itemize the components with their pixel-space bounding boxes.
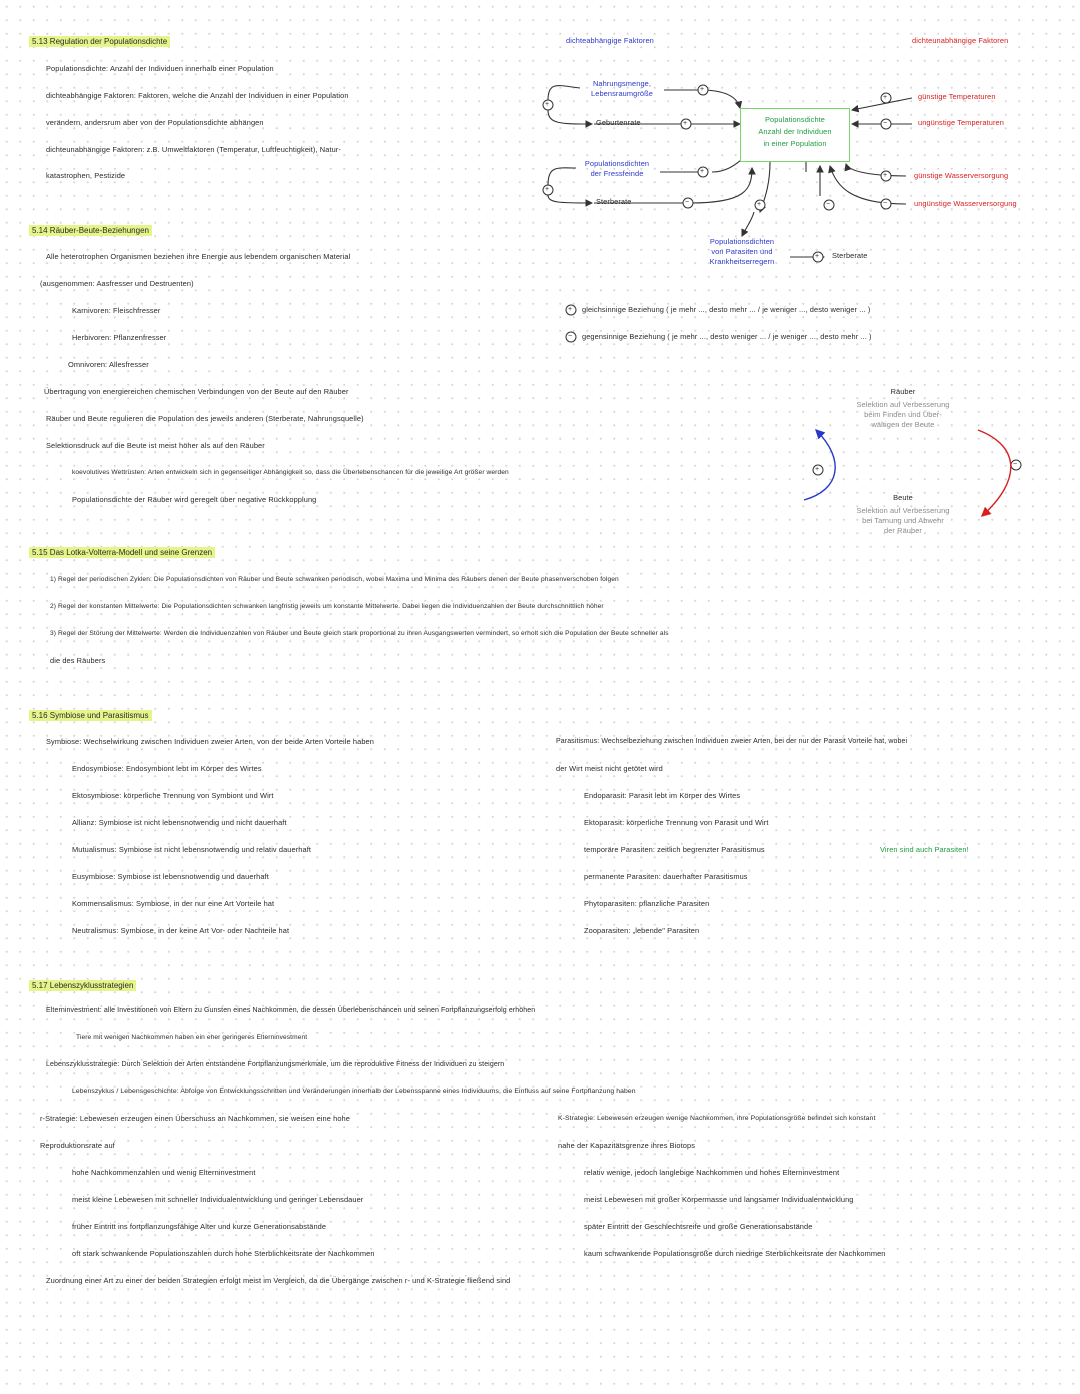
predator-selection: Selektion auf Verbesserung beim Finden und Über- wältigen der Beute [856,400,950,429]
text-line: Omnivoren: Allesfresser [68,360,149,369]
text-line: Karnivoren: Fleischfresser [72,306,161,315]
text-line: der Wirt meist nicht getötet wird [556,764,663,773]
text-line: r-Strategie: Lebewesen erzeugen einen Überschuss an Nachkommen, sie weisen eine hohe [40,1114,350,1123]
legend-minus-text: gegensinnige Beziehung ( je mehr ..., desto weniger ... / je weniger ..., desto mehr ... ) [582,332,872,341]
text-line: Ektoparasit: körperliche Trennung von Parasit und Wirt [584,818,769,827]
text-line: 2) Regel der konstanten Mittelwerte: Die Populationsdichten schwanken langfristig jeweils um konstante Mittelwerte. Dabei liegen die Individuenzahlen der Beute durchschnittlich höher [50,603,604,610]
text-line: Allianz: Symbiose ist nicht lebensnotwendig und nicht dauerhaft [72,818,287,827]
parasites-label: Populationsdichten von Parasiten und Krankheitserregern [709,237,775,266]
text-line: Selektionsdruck auf die Beute ist meist höher als auf den Räuber [46,441,265,450]
plus-sign: + [545,101,550,108]
text-line: kaum schwankende Populationsgröße durch niedrige Sterblichkeitsrate der Nachkommen [584,1249,886,1258]
minus-sign: − [1013,461,1018,468]
text-line: verändern, andersrum aber von der Populationsdichte abhängen [46,118,264,127]
prey-label: Beute [893,493,913,502]
text-line: Parasitismus: Wechselbeziehung zwischen Individuen zweier Arten, bei der nur der Parasit Vorteile hat, wobei [556,738,908,745]
text-line: Symbiose: Wechselwirkung zwischen Individuen zweier Arten, von der beide Arten Vorteile haben [46,737,374,746]
text-line: die des Räubers [50,656,106,665]
section-title-5-17: 5.17 Lebenszyklusstrategien [29,980,136,991]
plus-sign: + [683,120,688,127]
death-rate-label: Sterberate [596,197,632,206]
text-line: meist Lebewesen mit großer Körpermasse und langsamer Individualentwicklung [584,1195,854,1204]
viruses-note: Viren sind auch Parasiten! [880,845,969,854]
text-line: Ektosymbiose: körperliche Trennung von Symbiont und Wirt [72,791,274,800]
plus-sign: + [568,306,573,313]
population-density-box: Populationsdichte Anzahl der Individuen in einer Population [740,108,850,162]
plus-sign: + [815,466,820,473]
text-line: Räuber und Beute regulieren die Population des jeweils anderen (Sterberate, Nahrungsquelle) [46,414,364,423]
plus-sign: + [815,253,820,260]
minus-sign: − [568,333,573,340]
plus-sign: + [757,201,762,208]
section-title-5-15: 5.15 Das Lotka-Volterra-Modell und seine Grenzen [29,547,215,558]
plus-sign: + [883,94,888,101]
text-line: Endosymbiose: Endosymbiont lebt im Körper des Wirtes [72,764,262,773]
birth-rate-label: Geburtenrate [596,118,641,127]
text-line: Alle heterotrophen Organismen beziehen ihre Energie aus lebendem organischen Material [46,252,351,261]
text-line: Tiere mit wenigen Nachkommen haben ein eher geringeres Elterninvestment [76,1034,308,1041]
text-line: Mutualismus: Symbiose ist nicht lebensnotwendig und relativ dauerhaft [72,845,312,854]
text-line: früher Eintritt ins fortpflanzungsfähige Alter und kurze Generationsabstände [72,1222,327,1231]
legend-plus-text: gleichsinnige Beziehung ( je mehr ..., desto mehr ... / je weniger ..., desto weniger ... ) [582,305,871,314]
text-line: permanente Parasiten: dauerhafter Parasitismus [584,872,748,881]
unfavorable-temperature-label: ungünstige Temperaturen [918,118,1004,127]
plus-sign: + [545,186,550,193]
text-line: Zuordnung einer Art zu einer der beiden Strategien erfolgt meist im Vergleich, da die Übergänge zwischen r- und K-Strategie fließend sind [46,1276,511,1285]
minus-sign: − [685,199,690,206]
text-line: 3) Regel der Störung der Mittelwerte: Werden die Individuenzahlen von Räuber und Beute gleich stark proportional zu ihren Ausgangswerten vermindert, so erholt sich die Population der Beute schneller als [50,630,669,637]
favorable-water-label: günstige Wasserversorgung [914,171,1009,180]
text-line: 1) Regel der periodischen Zyklen: Die Populationsdichten von Räuber und Beute schwanken periodisch, wobei Maxima und Minima des Räubers denen der Beute phasenverschoben folgen [50,576,619,583]
section-title-5-13: 5.13 Regulation der Populationsdichte [29,36,170,47]
prey-selection: Selektion auf Verbesserung bei Tarnung und Abwehr der Räuber [856,506,950,535]
predator-label: Räuber [890,387,916,396]
minus-sign: − [883,200,888,207]
unfavorable-water-label: ungünstige Wasserversorgung [914,199,1017,208]
section-title-5-14: 5.14 Räuber-Beute-Beziehungen [29,225,152,236]
text-line: katastrophen, Pestizide [46,171,126,180]
text-line: Populationsdichte: Anzahl der Individuen innerhalb einer Population [46,64,274,73]
text-line: relativ wenige, jedoch langlebige Nachkommen und hohes Elterninvestment [584,1168,840,1177]
plus-sign: + [883,172,888,179]
text-line: oft stark schwankende Populationszahlen durch hohe Sterblichkeitsrate der Nachkommen [72,1249,375,1258]
text-line: dichteabhängige Faktoren: Faktoren, welche die Anzahl der Individuen in einer Population [46,91,349,100]
text-line: Lebenszyklusstrategie: Durch Selektion der Arten entstandene Fortpflanzungsmerkmale, um die reproduktive Fitness der Individuen zu steigern [46,1061,505,1068]
text-line: Herbivoren: Pflanzenfresser [72,333,167,342]
text-line: (ausgenommen: Aasfresser und Destruenten) [40,279,194,288]
death-rate-label-2: Sterberate [832,251,868,260]
minus-sign: − [826,201,831,208]
section-title-5-16: 5.16 Symbiose und Parasitismus [29,710,152,721]
text-line: Populationsdichte der Räuber wird geregelt über negative Rückkopplung [72,495,317,504]
minus-sign: − [883,120,888,127]
text-line: Phytoparasiten: pflanzliche Parasiten [584,899,710,908]
text-line: koevolutives Wettrüsten: Arten entwickeln sich in gegenseitiger Abhängigkeit so, dass die Überlebenschancen für die jeweilige Art größer werden [72,469,509,476]
dependent-factors-title: dichteabhängige Faktoren [566,36,654,45]
text-line: K-Strategie: Lebewesen erzeugen wenige Nachkommen, ihre Populationsgröße befindet sich konstant [558,1115,876,1122]
text-line: Übertragung von energiereichen chemischen Verbindungen von der Beute auf den Räuber [44,387,349,396]
text-line: meist kleine Lebewesen mit schneller Individualentwicklung und geringer Lebensdauer [72,1195,364,1204]
text-line: Lebenszyklus / Lebensgeschichte: Abfolge von Entwicklungsschritten und Veränderungen innerhalb der Lebensspanne eines Individuums, die Einfluss auf seine Fortpflanzung haben [72,1088,636,1095]
text-line: Eusymbiose: Symbiose ist lebensnotwendig und dauerhaft [72,872,269,881]
text-line: temporäre Parasiten: zeitlich begrenzter Parasitismus [584,845,765,854]
text-line: Reproduktionsrate auf [40,1141,115,1150]
text-line: Zooparasiten: „lebende" Parasiten [584,926,700,935]
text-line: nahe der Kapazitätsgrenze ihres Biotops [558,1141,696,1150]
predator-density-label: Populationsdichten der Fressfeinde [584,159,650,178]
text-line: Neutralismus: Symbiose, in der keine Art Vor- oder Nachteile hat [72,926,290,935]
text-line: Elterninvestment: alle Investitionen von Eltern zu Gunsten eines Nachkommen, die dessen Überlebenschancen und seinen Fortpflanzungserfolg erhöhen [46,1007,536,1014]
text-line: später Eintritt der Geschlechtsreife und große Generationsabstände [584,1222,813,1231]
plus-sign: + [700,86,705,93]
plus-sign: + [700,168,705,175]
favorable-temperature-label: günstige Temperaturen [918,92,996,101]
independent-factors-title: dichteunabhängige Faktoren [912,36,1009,45]
text-line: hohe Nachkommenzahlen und wenig Elterninvestment [72,1168,256,1177]
text-line: Kommensalismus: Symbiose, in der nur eine Art Vorteile hat [72,899,275,908]
food-label: Nahrungsmenge, Lebensraumgröße [591,79,653,98]
text-line: dichteunabhängige Faktoren: z.B. Umweltfaktoren (Temperatur, Luftfeuchtigkeit), Natur- [46,145,341,154]
text-line: Endoparasit: Parasit lebt im Körper des Wirtes [584,791,741,800]
